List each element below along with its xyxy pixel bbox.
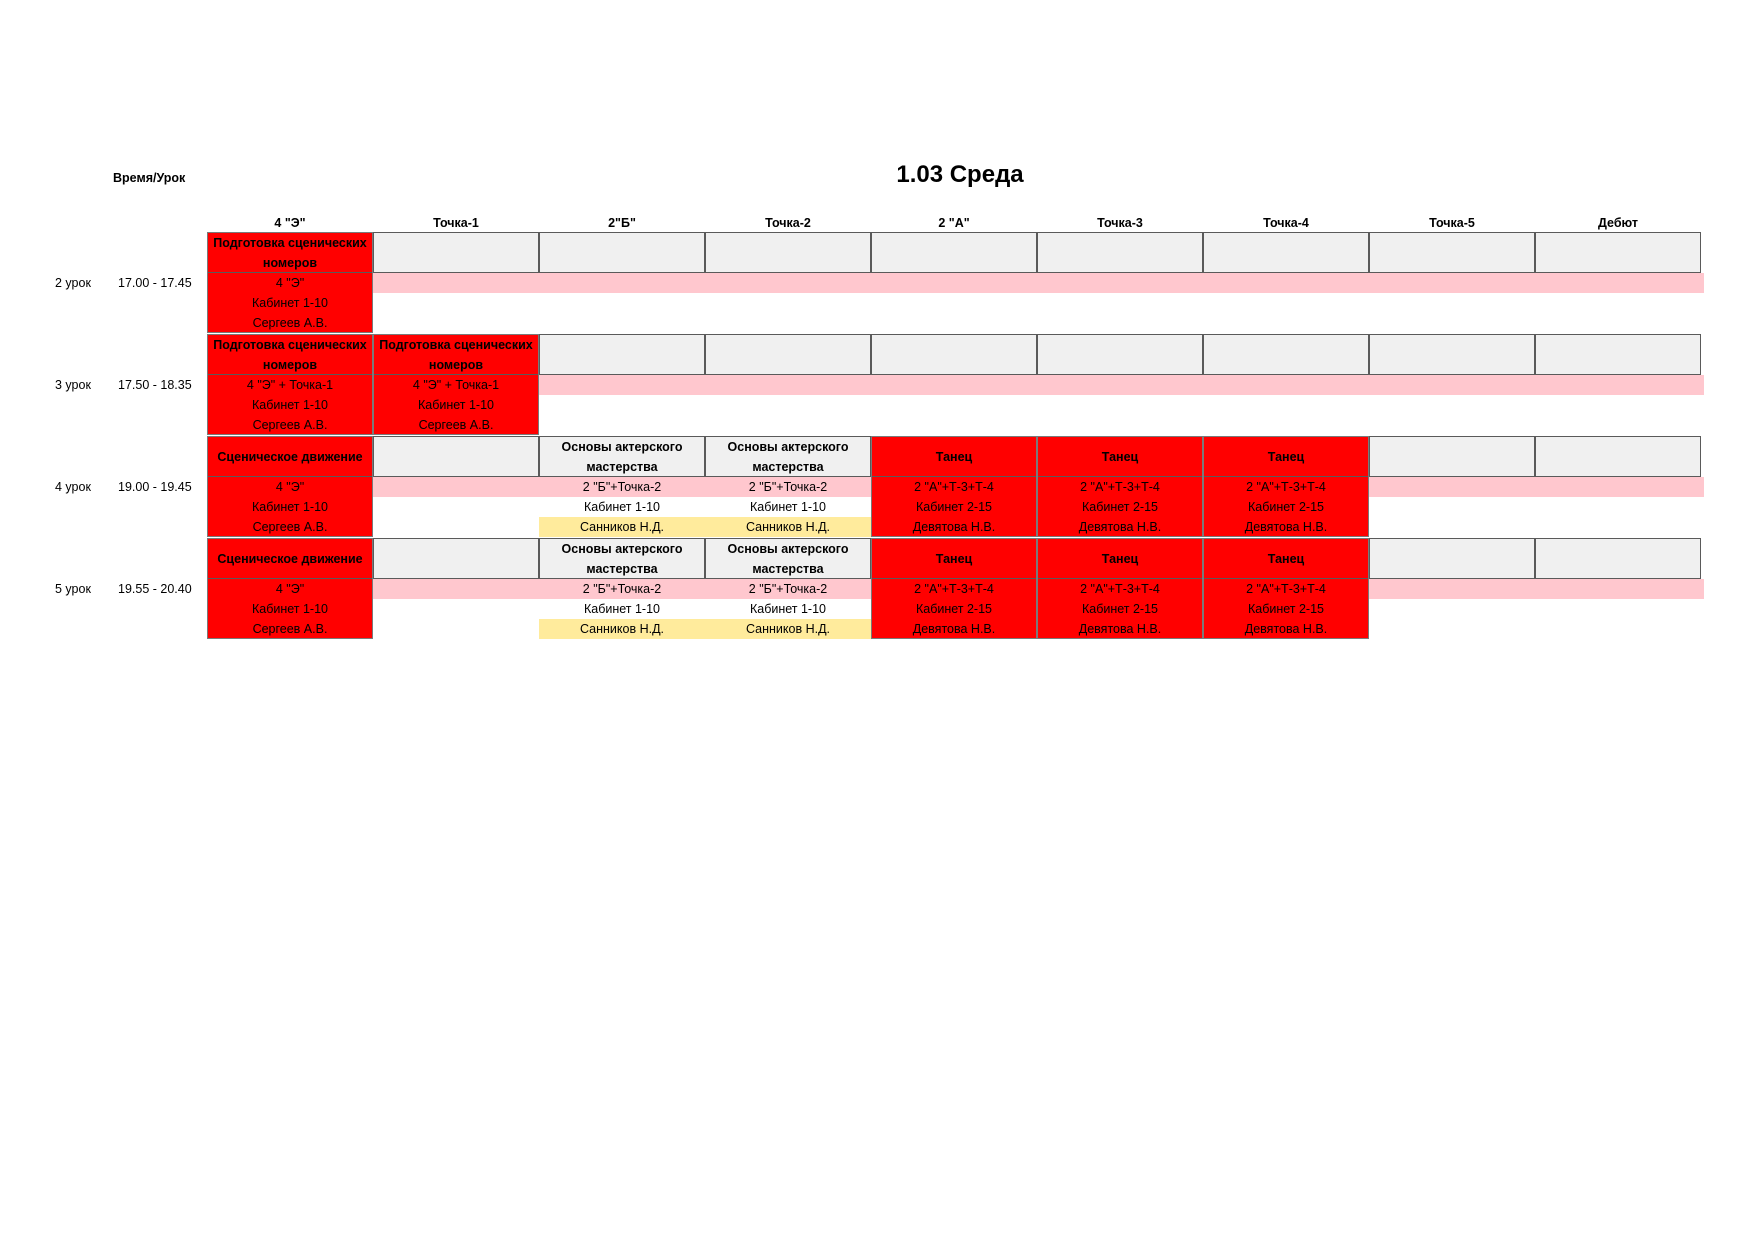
teacher-label: Санников Н.Д. [705, 517, 871, 537]
empty-cell[interactable] [705, 232, 871, 273]
subject-cell[interactable]: Подготовка сценических номеров [373, 334, 539, 375]
lesson-label: 5 урок [55, 582, 91, 596]
group-label: 4 "Э" + Точка-1 [373, 375, 539, 395]
column-header: Точка-3 [1097, 216, 1143, 230]
empty-cell[interactable] [871, 334, 1037, 375]
room-label: Кабинет 2-15 [1037, 599, 1203, 619]
lesson-time: 17.00 - 17.45 [118, 276, 192, 290]
subject-cell[interactable]: Основы актерского мастерства [705, 538, 871, 579]
column-header: Точка-2 [765, 216, 811, 230]
subject-cell[interactable]: Основы актерского мастерства [705, 436, 871, 477]
column-header: 2"Б" [608, 216, 636, 230]
column-header: Дебют [1597, 216, 1639, 230]
room-label: Кабинет 1-10 [705, 497, 871, 517]
lesson-time: 19.55 - 20.40 [118, 582, 192, 596]
group-label: 4 "Э" [207, 579, 373, 599]
room-label: Кабинет 1-10 [207, 599, 373, 619]
time-lesson-header: Время/Урок [113, 171, 186, 185]
group-label: 2 "А"+Т-3+Т-4 [1203, 477, 1369, 497]
subject-cell[interactable]: Сценическое движение [207, 538, 373, 579]
empty-cell[interactable] [373, 436, 539, 477]
teacher-label: Сергеев А.В. [207, 619, 373, 639]
empty-cell[interactable] [1037, 334, 1203, 375]
row-highlight-strip [373, 273, 1704, 293]
subject-cell[interactable]: Танец [1037, 436, 1203, 477]
teacher-label: Девятова Н.В. [1037, 619, 1203, 639]
lesson-time: 17.50 - 18.35 [118, 378, 192, 392]
page-title: 1.03 Среда [896, 161, 1024, 188]
group-label: 2 "А"+Т-3+Т-4 [1037, 579, 1203, 599]
empty-cell[interactable] [373, 232, 539, 273]
column-header: Точка-5 [1429, 216, 1475, 230]
group-label: 2 "А"+Т-3+Т-4 [1037, 477, 1203, 497]
empty-cell[interactable] [373, 538, 539, 579]
subject-cell[interactable]: Танец [1037, 538, 1203, 579]
group-label: 2 "Б"+Точка-2 [705, 579, 871, 599]
empty-cell[interactable] [539, 334, 705, 375]
empty-cell[interactable] [871, 232, 1037, 273]
empty-cell[interactable] [1037, 232, 1203, 273]
group-label: 2 "А"+Т-3+Т-4 [1203, 579, 1369, 599]
empty-cell[interactable] [1203, 232, 1369, 273]
empty-cell[interactable] [1535, 334, 1701, 375]
empty-cell[interactable] [539, 232, 705, 273]
lesson-label: 3 урок [55, 378, 91, 392]
room-label: Кабинет 1-10 [539, 599, 705, 619]
empty-cell[interactable] [1369, 334, 1535, 375]
room-label: Кабинет 2-15 [1037, 497, 1203, 517]
room-label: Кабинет 2-15 [1203, 497, 1369, 517]
column-header: 2 "А" [938, 216, 970, 230]
room-label: Кабинет 1-10 [539, 497, 705, 517]
subject-cell[interactable]: Танец [871, 538, 1037, 579]
room-label: Кабинет 2-15 [871, 599, 1037, 619]
empty-cell[interactable] [705, 334, 871, 375]
empty-cell[interactable] [1535, 436, 1701, 477]
subject-cell[interactable]: Сценическое движение [207, 436, 373, 477]
empty-cell[interactable] [1535, 538, 1701, 579]
group-label: 2 "Б"+Точка-2 [539, 579, 705, 599]
subject-cell[interactable]: Подготовка сценических номеров [207, 334, 373, 375]
teacher-label: Сергеев А.В. [207, 517, 373, 537]
subject-cell[interactable]: Основы актерского мастерства [539, 538, 705, 579]
room-label: Кабинет 2-15 [871, 497, 1037, 517]
teacher-label: Санников Н.Д. [705, 619, 871, 639]
empty-cell[interactable] [1369, 538, 1535, 579]
lesson-label: 4 урок [55, 480, 91, 494]
subject-cell[interactable]: Подготовка сценических номеров [207, 232, 373, 273]
empty-cell[interactable] [1369, 232, 1535, 273]
column-header: 4 "Э" [274, 216, 306, 230]
teacher-label: Санников Н.Д. [539, 517, 705, 537]
empty-cell[interactable] [1203, 334, 1369, 375]
teacher-label: Сергеев А.В. [207, 415, 373, 435]
group-label: 4 "Э" + Точка-1 [207, 375, 373, 395]
column-header: Точка-4 [1263, 216, 1309, 230]
room-label: Кабинет 1-10 [207, 497, 373, 517]
group-label: 2 "А"+Т-3+Т-4 [871, 579, 1037, 599]
room-label: Кабинет 1-10 [705, 599, 871, 619]
group-label: 2 "Б"+Точка-2 [705, 477, 871, 497]
teacher-label: Санников Н.Д. [539, 619, 705, 639]
lesson-label: 2 урок [55, 276, 91, 290]
row-highlight-strip [373, 375, 1704, 395]
group-label: 4 "Э" [207, 477, 373, 497]
teacher-label: Сергеев А.В. [373, 415, 539, 435]
room-label: Кабинет 1-10 [207, 293, 373, 313]
teacher-label: Девятова Н.В. [1203, 619, 1369, 639]
subject-cell[interactable]: Танец [1203, 538, 1369, 579]
teacher-label: Сергеев А.В. [207, 313, 373, 333]
group-label: 4 "Э" [207, 273, 373, 293]
teacher-label: Девятова Н.В. [871, 517, 1037, 537]
group-label: 2 "Б"+Точка-2 [539, 477, 705, 497]
empty-cell[interactable] [1369, 436, 1535, 477]
empty-cell[interactable] [1535, 232, 1701, 273]
group-label: 2 "А"+Т-3+Т-4 [871, 477, 1037, 497]
teacher-label: Девятова Н.В. [1203, 517, 1369, 537]
room-label: Кабинет 1-10 [373, 395, 539, 415]
teacher-label: Девятова Н.В. [871, 619, 1037, 639]
room-label: Кабинет 1-10 [207, 395, 373, 415]
lesson-time: 19.00 - 19.45 [118, 480, 192, 494]
room-label: Кабинет 2-15 [1203, 599, 1369, 619]
subject-cell[interactable]: Танец [871, 436, 1037, 477]
subject-cell[interactable]: Танец [1203, 436, 1369, 477]
column-header: Точка-1 [433, 216, 479, 230]
subject-cell[interactable]: Основы актерского мастерства [539, 436, 705, 477]
teacher-label: Девятова Н.В. [1037, 517, 1203, 537]
